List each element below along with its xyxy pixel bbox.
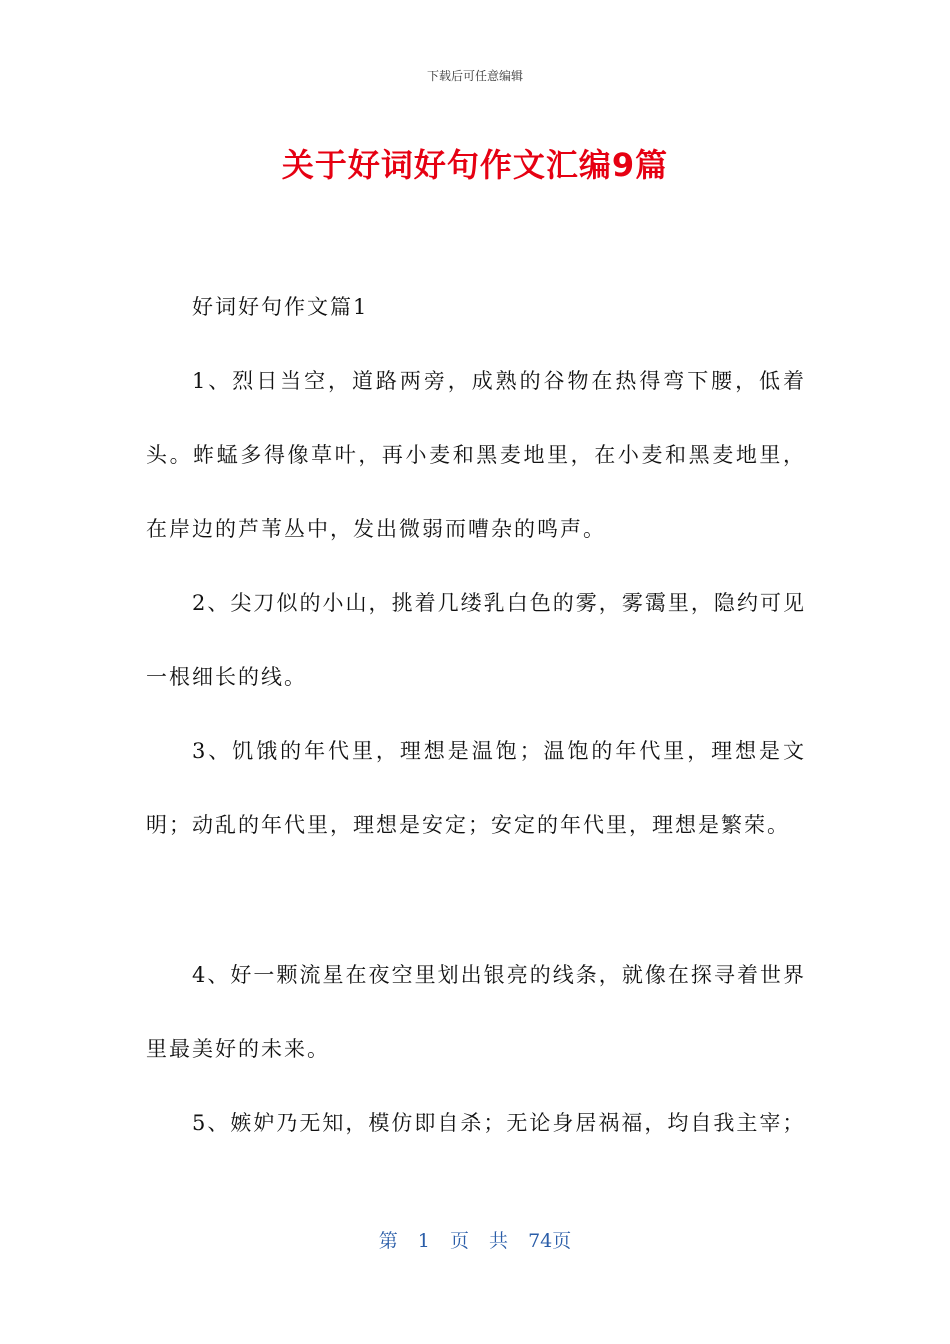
footer-total-word: 共	[489, 1230, 509, 1252]
footer-page-unit: 页	[449, 1230, 469, 1252]
page-footer	[0, 1226, 950, 1253]
section-heading: 好词好句作文篇1	[192, 295, 369, 319]
paragraph-1: 1、烈日当空，道路两旁，成熟的谷物在热得弯下腰，低着头。蚱蜢多得像草叶，再小麦和黑麦地里，在小麦和黑麦地里，在岸边的芦苇丛中，发出微弱而嘈杂的鸣声。	[146, 369, 806, 541]
paragraph-4: 4、好一颗流星在夜空里划出银亮的线条，就像在探寻着世界里最美好的未来。	[146, 963, 806, 1061]
document-title: 关于好词好句作文汇编9篇	[281, 146, 669, 184]
footer-page-word: 第	[378, 1230, 398, 1252]
paragraph-3: 3、饥饿的年代里，理想是温饱；温饱的年代里，理想是文明；动乱的年代里，理想是安定；安定的年代里，理想是繁荣。	[146, 739, 806, 837]
paragraph-2: 2、尖刀似的小山，挑着几缕乳白色的雾，雾霭里，隐约可见一根细长的线。	[146, 591, 806, 689]
footer-total-pages: 74页	[528, 1230, 572, 1252]
footer-page-number: 1	[417, 1230, 430, 1252]
document-body	[146, 270, 806, 1160]
header-note: 下载后可任意编辑	[426, 69, 523, 83]
paragraph-5: 5、嫉妒乃无知，模仿即自杀；无论身居祸福，均自我主宰；	[192, 1111, 806, 1135]
